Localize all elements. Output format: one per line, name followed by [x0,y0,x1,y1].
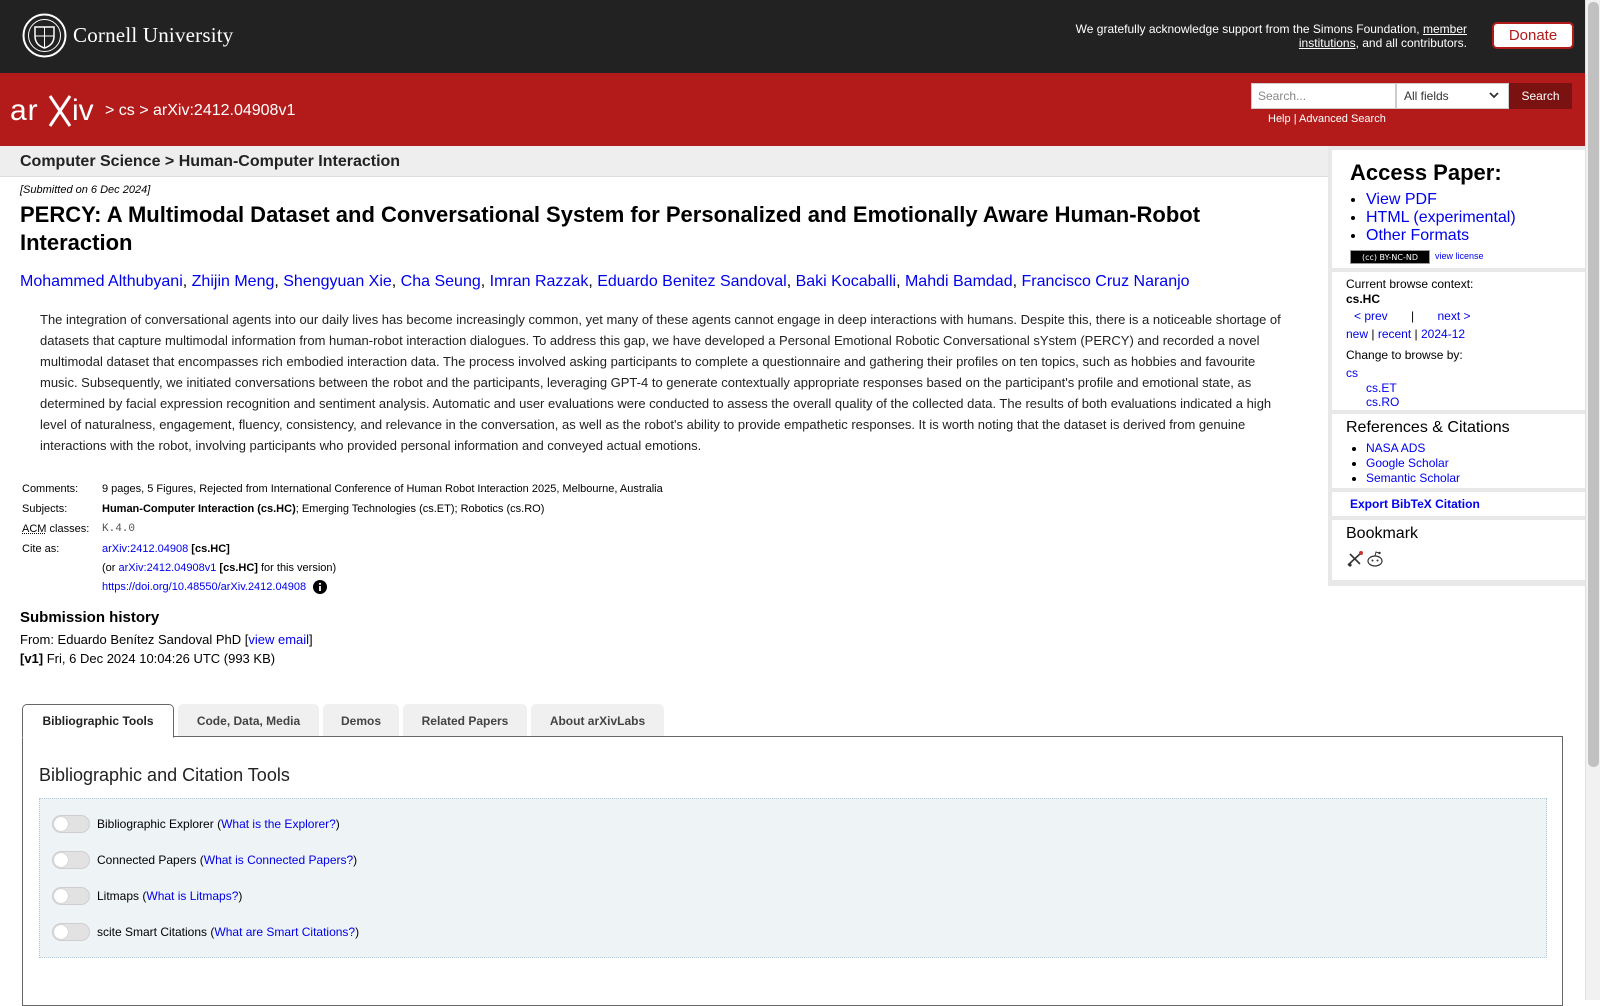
cite-row [20,541,665,599]
tool-help-link[interactable]: What is Litmaps? [146,889,239,903]
list-item [1366,441,1460,456]
author-link[interactable]: Baki Kocaballi [795,273,897,290]
recent-link[interactable]: recent [1377,327,1412,341]
cornell-university-name: Cornell University [73,23,234,47]
subjects-row [20,501,665,521]
author-link[interactable]: Mahdi Bamdad [904,273,1013,290]
header-links-separator: | [1293,113,1297,125]
cite-or: (or [102,562,119,574]
comments-value: 9 pages, 5 Figures, Rejected from International Conference of Human Robot Interaction 2025, Melbourne, Australia [102,483,663,495]
author-link[interactable]: Eduardo Benitez Sandoval [597,273,787,290]
breadcrumb[interactable]: > cs > arXiv:2412.04908v1 [105,102,296,119]
reddit-icon[interactable] [1366,550,1384,568]
tool-name: Litmaps [97,889,140,903]
sidebar [1328,146,1585,586]
nasa-ads-link[interactable]: NASA ADS [1366,441,1426,455]
license-badge-icon[interactable]: (cc) BY-NC-ND [1350,250,1430,264]
version-v1 [20,651,275,666]
prev-next-row [1354,309,1471,323]
svg-text:ar: ar [10,94,39,127]
tab-related-papers[interactable]: Related Papers [403,704,527,737]
subject-header-bar [0,146,1328,177]
author-link[interactable]: Cha Seung [400,273,481,290]
cornell-banner [0,0,1585,73]
author-link[interactable]: Shengyuan Xie [283,273,392,290]
version-date: Fri, 6 Dec 2024 10:04:26 UTC (993 KB) [43,651,276,666]
view-email-link[interactable]: view email [248,632,310,647]
header-links [1268,113,1386,125]
comments-row [20,481,665,501]
list-item [1366,471,1460,486]
other-subjects: ; Emerging Technologies (cs.ET); Robotics (cs.RO) [295,503,545,515]
tool-row-bibliographic-explorer: Bibliographic Explorer ( What is the Explorer? ) [52,813,340,835]
context-label: Current browse context: [1346,277,1474,291]
reference-links [1366,441,1460,486]
chevron-down-icon [1488,89,1500,101]
arxiv-logo-icon[interactable] [10,92,100,130]
prev-next-separator: | [1411,309,1415,323]
tab-panel [22,736,1563,1006]
references-box [1332,414,1585,488]
tool-help-link[interactable]: What is the Explorer? [221,817,336,831]
bibsonomy-icon[interactable] [1346,550,1364,568]
doi-link[interactable]: https://doi.org/10.48550/arXiv.2412.04908 [102,581,307,593]
cite-label: Cite as: [22,543,60,555]
cite-category: [cs.HC] [191,543,230,555]
cite-value [100,541,665,599]
author-link[interactable]: Francisco Cruz Naranjo [1021,273,1190,290]
tools-box [39,798,1547,958]
support-acknowledgement [1047,22,1467,50]
toggle-switch[interactable] [52,815,90,833]
bookmark-icons [1346,550,1384,568]
acm-abbr: ACM [22,523,47,535]
prev-link[interactable]: < prev [1354,309,1388,323]
support-suffix: , and all contributors. [1355,36,1467,50]
tab-about-arxivlabs[interactable]: About arXivLabs [531,704,664,737]
month-link[interactable]: 2024-12 [1421,327,1466,341]
search-input[interactable] [1251,83,1396,109]
other-formats-link[interactable]: Other Formats [1366,227,1470,244]
tool-help-link[interactable]: What are Smart Citations? [214,925,356,939]
tool-row-connected-papers: Connected Papers ( What is Connected Papers? ) [52,849,357,871]
browse-cs-link[interactable]: cs [1346,366,1358,380]
panel-title: Bibliographic and Citation Tools [39,765,290,785]
tool-name: Bibliographic Explorer [97,817,214,831]
next-link[interactable]: next > [1437,309,1471,323]
primary-subject: Human-Computer Interaction (cs.HC) [102,503,296,515]
context-value: cs.HC [1346,292,1381,306]
submission-history-title: Submission history [20,609,160,626]
scrollbar-thumb[interactable] [1588,2,1599,767]
advanced-search-link[interactable]: Advanced Search [1299,113,1386,125]
help-link[interactable]: Help [1268,113,1291,125]
svg-text:iv: iv [72,94,94,127]
subjects-label: Subjects: [22,503,68,515]
tab-code-data-media[interactable]: Code, Data, Media [178,704,319,737]
tab-demos[interactable]: Demos [323,704,399,737]
tab-bibliographic-tools[interactable]: Bibliographic Tools [22,704,174,738]
bibtex-box [1332,492,1585,516]
access-links [1366,191,1516,245]
html-link[interactable]: HTML (experimental) [1366,209,1516,226]
view-license-link[interactable]: view license [1435,251,1484,261]
google-scholar-link[interactable]: Google Scholar [1366,456,1449,470]
subject-header: Computer Science > Human-Computer Interaction [20,153,401,170]
cite-version-link[interactable]: arXiv:2412.04908v1 [118,562,217,574]
subjects-value [100,501,665,521]
support-prefix: We gratefully acknowledge support from the Simons Foundation, [1075,22,1420,36]
author-link[interactable]: Zhijin Meng [191,273,275,290]
tool-row-scite: scite Smart Citations ( What are Smart Citations? ) [52,921,359,943]
submitter-text: From: Eduardo Benítez Sandoval PhD [ [20,632,249,647]
tool-help-link[interactable]: What is Connected Papers? [203,853,354,867]
list-item [1366,191,1516,209]
search-button[interactable]: Search [1509,83,1572,109]
page-scrollbar[interactable] [1585,0,1600,1000]
cite-version-suffix: for this version) [257,562,337,574]
metadata-table [20,481,665,599]
search-field-select[interactable] [1396,83,1509,109]
version-label: [v1] [20,651,44,666]
paper-title: PERCY: A Multimodal Dataset and Conversational System for Personalized and Emotionally Aware Human-Robot Interaction [20,202,1201,255]
browse-context-box [1332,272,1585,410]
list-item [1366,227,1516,245]
list-item [1366,456,1460,471]
tool-name: scite Smart Citations [97,925,208,939]
browse-links-row [1346,327,1465,341]
bookmark-box [1332,520,1585,580]
submitted-date: [Submitted on 6 Dec 2024] [20,184,151,196]
acm-label [20,521,100,541]
author-link[interactable]: Mohammed Althubyani [20,273,183,290]
semantic-scholar-link[interactable]: Semantic Scholar [1366,471,1461,485]
author-link[interactable]: Imran Razzak [489,273,589,290]
browse-cs-ro-link[interactable]: cs.RO [1366,395,1400,409]
access-paper-title: Access Paper: [1350,160,1502,185]
bookmark-title: Bookmark [1346,525,1419,542]
tool-row-litmaps: Litmaps ( What is Litmaps? ) [52,885,242,907]
abstract: The integration of conversational agents into our daily lives has become increasingly common, yet many of these agents cannot engage in deep interactions with humans. Despite this, there is a noticeable shortage of datasets that capture multimodal information from human-robot interaction dialogues. To address this gap, we have developed a Personal Emotional Robotic Conversational sYstem (PERCY) and recorded a novel multimodal dataset that encompasses rich embodied interaction data. The process involved asking participants to complete a questionnaire and gathering their profiles on ten topics, such as hobbies and favourite music. Subsequently, we initiated conversations between the robot and the participants, leveraging GPT-4 to generate contextually appropriate responses based on the participant's profile and emotional state, as determined by facial expression recognition and sentiment analysis. Automatic and user evaluations were conducted to assess the overall quality of the collected data. The results of both evaluations indicated a high level of naturalness, engagement, fluency, consistency, and relevance in the conversation, as well as the robot's ability to provide empathetic responses. It is worth noting that the dataset is derived from genuine interactions with the robot, involving participants who provided personal information and conveyed actual emotions. [40,312,1281,453]
acm-value: K.4.0 [102,523,136,535]
change-browse-label: Change to browse by: [1346,348,1463,362]
acm-label-suffix: classes: [46,523,90,535]
toggle-switch[interactable] [52,887,90,905]
browse-separator: | [1371,327,1375,341]
author-list: Mohammed Althubyani, Zhijin Meng, Shengyuan Xie, Cha Seung, Imran Razzak, Eduardo Benitez Sandoval, Baki Kocaballi, Mahdi Bamdad, Francisco Cruz Naranjo [20,273,1190,290]
cornell-seal-icon [22,13,67,58]
search-field-value: All fields [1404,89,1449,103]
submitter-suffix: ] [309,632,313,647]
browse-separator: | [1414,327,1418,341]
cornell-logo[interactable] [22,13,234,58]
arxiv-header [0,73,1585,146]
cite-version-category: [cs.HC] [219,562,258,574]
info-icon[interactable] [313,580,327,594]
list-item [1366,209,1516,227]
toggle-switch[interactable] [52,923,90,941]
browse-cs-et-link[interactable]: cs.ET [1366,381,1397,395]
references-title: References & Citations [1346,419,1510,436]
submission-from [20,632,313,647]
access-paper-box [1332,150,1585,268]
toggle-switch[interactable] [52,851,90,869]
new-link[interactable]: new [1346,327,1369,341]
export-bibtex-link[interactable]: Export BibTeX Citation [1350,497,1480,511]
comments-label: Comments: [22,483,79,495]
cite-id-link[interactable]: arXiv:2412.04908 [102,543,189,555]
tool-name: Connected Papers [97,853,197,867]
donate-button[interactable]: Donate [1492,22,1574,49]
acm-row [20,521,665,541]
member-institutions-link[interactable]: member institutions [1298,22,1467,50]
view-pdf-link[interactable]: View PDF [1366,191,1437,208]
